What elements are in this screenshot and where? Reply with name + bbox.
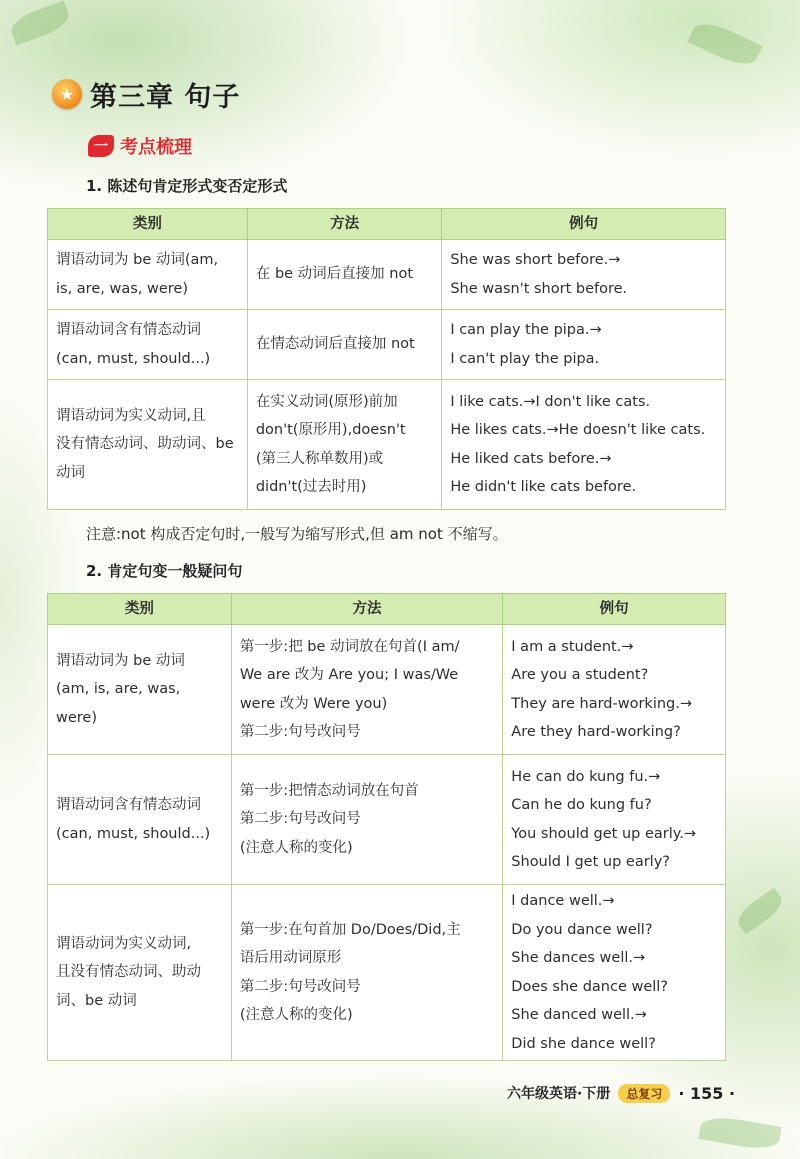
- table-row: [48, 885, 726, 1061]
- cell-category: [48, 755, 232, 885]
- table-row: [48, 380, 726, 510]
- cell-line: I am a student.→: [511, 638, 634, 655]
- cell-line: 第二步:句号改问号: [239, 978, 361, 995]
- cell-line: is, are, was, were): [56, 280, 188, 297]
- cell-line: They are hard-working.→: [511, 695, 693, 712]
- cell-category: [48, 240, 248, 310]
- chapter-star-icon: ★: [52, 79, 82, 109]
- cell-category: [48, 380, 248, 510]
- cell-line: Do you dance well?: [511, 921, 653, 938]
- cell-line: Are they hard-working?: [511, 724, 681, 740]
- cell-line: He didn't like cats before.: [450, 479, 637, 495]
- cell-line: She wasn't short before.: [450, 280, 628, 297]
- cell-line: Should I get up early?: [511, 854, 670, 870]
- cell-line: He liked cats before.→: [450, 450, 612, 467]
- cell-line: 词、be 动词: [56, 992, 137, 1009]
- cell-line: 第一步:把情态动词放在句首: [239, 782, 419, 799]
- book-title: 六年级英语·下册: [507, 1086, 611, 1102]
- cell-method: [247, 380, 441, 510]
- table-header-example: 例句: [503, 594, 726, 625]
- cell-line: 在情态动词后直接加 not: [255, 336, 415, 353]
- cell-line: I dance well.→: [511, 893, 615, 909]
- cell-line: He can do kung fu.→: [511, 768, 661, 785]
- cell-method: [247, 310, 441, 380]
- cell-line: 在实义动词(原形)前加: [255, 393, 398, 410]
- page-number: · 155 ·: [678, 1083, 736, 1103]
- cell-line: I like cats.→I don't like cats.: [450, 393, 651, 410]
- cell-method: [231, 755, 502, 885]
- table-row: [48, 625, 726, 755]
- cell-examples: [503, 625, 726, 755]
- cell-line: She danced well.→: [511, 1007, 647, 1023]
- cell-line: 第一步:在句首加 Do/Does/Did,主: [239, 921, 461, 938]
- cell-line: (第三人称单数用)或: [255, 450, 384, 467]
- cell-line: We are 改为 Are you; I was/We: [239, 667, 459, 683]
- chapter-title: 第三章 句子: [90, 81, 241, 113]
- cell-line: were 改为 Were you): [239, 695, 388, 712]
- cell-line: 动词: [56, 464, 85, 481]
- section-title: 考点梳理: [120, 137, 192, 158]
- cell-line: 谓语动词为实义动词,: [56, 935, 192, 952]
- cell-category: [48, 885, 232, 1061]
- cell-line: 没有情态动词、助动词、be: [56, 436, 234, 453]
- cell-examples: [503, 755, 726, 885]
- table-header-method: 方法: [247, 209, 441, 240]
- table-header-category: 类别: [48, 594, 232, 625]
- cell-line: She dances well.→: [511, 950, 646, 966]
- part1-table: [47, 208, 726, 510]
- table-header-method: 方法: [231, 594, 502, 625]
- cell-examples: [442, 240, 726, 310]
- cell-line: She was short before.→: [450, 252, 621, 268]
- cell-line: Can he do kung fu?: [511, 797, 652, 813]
- cell-method: [247, 240, 441, 310]
- part2-heading: 2. 肯定句变一般疑问句: [86, 562, 243, 580]
- table-row: [48, 755, 726, 885]
- section-number-badge: 一: [88, 135, 114, 157]
- part1-heading: 1. 陈述句肯定形式变否定形式: [86, 177, 288, 195]
- cell-line: 语后用动词原形: [239, 950, 342, 966]
- cell-line: Does she dance well?: [511, 978, 669, 995]
- cell-line: 谓语动词含有情态动词: [56, 322, 201, 338]
- cell-line: 第一步:把 be 动词放在句首(I am/: [239, 638, 460, 655]
- cell-examples: [442, 380, 726, 510]
- cell-examples: [442, 310, 726, 380]
- cell-line: (can, must, should...): [56, 350, 211, 367]
- cell-line: 谓语动词为 be 动词: [56, 652, 185, 669]
- cell-method: [231, 885, 502, 1061]
- cell-line: were): [56, 709, 98, 726]
- cell-line: I can play the pipa.→: [450, 322, 602, 338]
- cell-line: Did she dance well?: [511, 1035, 656, 1052]
- cell-line: 第二步:句号改问号: [239, 724, 361, 740]
- cell-line: Are you a student?: [511, 667, 649, 683]
- part2-table: [47, 593, 726, 1061]
- cell-line: 且没有情态动词、助动: [56, 964, 201, 981]
- cell-category: [48, 625, 232, 755]
- cell-line: 在 be 动词后直接加 not: [255, 266, 414, 283]
- cell-line: don't(原形用),doesn't: [255, 422, 406, 438]
- review-tag: 总复习: [618, 1084, 670, 1103]
- table-header-category: 类别: [48, 209, 248, 240]
- cell-line: didn't(过去时用): [255, 479, 367, 495]
- cell-line: (注意人称的变化): [239, 839, 353, 856]
- chapter-header: [52, 74, 240, 114]
- note-text: 注意:not 构成否定句时,一般写为缩写形式,但 am not 不缩写。: [86, 525, 508, 543]
- table-row: [48, 240, 726, 310]
- section-header: [88, 133, 192, 159]
- table-header-example: 例句: [442, 209, 726, 240]
- cell-category: [48, 310, 248, 380]
- cell-line: 谓语动词含有情态动词: [56, 797, 201, 813]
- cell-line: You should get up early.→: [511, 825, 697, 842]
- cell-line: (注意人称的变化): [239, 1007, 353, 1023]
- cell-line: He likes cats.→He doesn't like cats.: [450, 422, 706, 438]
- cell-line: I can't play the pipa.: [450, 350, 600, 367]
- table-row: [48, 310, 726, 380]
- cell-line: (can, must, should...): [56, 825, 211, 842]
- cell-line: (am, is, are, was,: [56, 681, 181, 698]
- cell-line: 谓语动词为实义动词,且: [56, 407, 206, 424]
- cell-line: 谓语动词为 be 动词(am,: [56, 252, 219, 268]
- cell-method: [231, 625, 502, 755]
- cell-examples: [503, 885, 726, 1061]
- page-footer: [507, 1083, 735, 1103]
- cell-line: 第二步:句号改问号: [239, 811, 361, 828]
